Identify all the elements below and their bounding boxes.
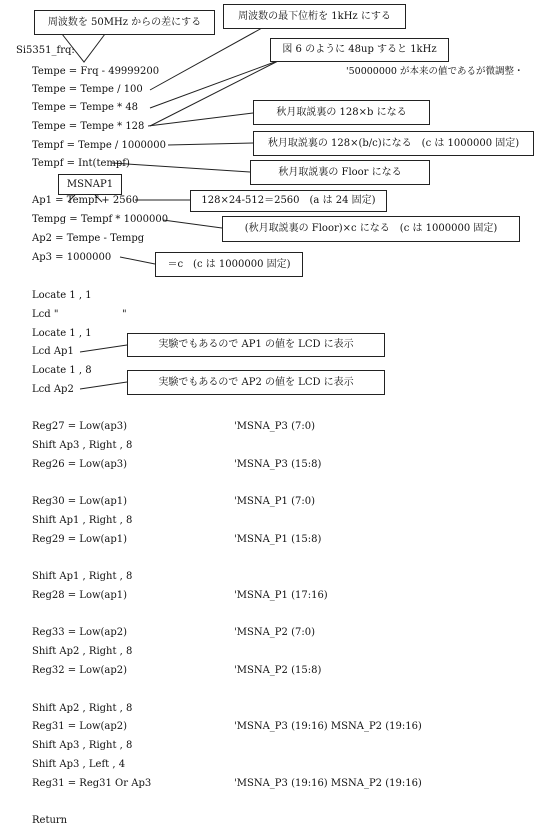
code-line: Locate 1 , 8 <box>32 365 92 376</box>
code-line: Ap1 = Tempf + 2560 <box>32 195 139 206</box>
callout-128b: 秋月取説裏の 128×b になる <box>253 100 430 125</box>
callout-lowest-digit-1khz: 周波数の最下位桁を 1kHz にする <box>223 4 406 29</box>
callout-frequency-difference: 周波数を 50MHz からの差にする <box>34 10 215 35</box>
callout-48up-1khz: 図 6 のように 48up すると 1kHz <box>270 38 449 62</box>
comment-50000000-note: '50000000 が本来の値であるが微調整・ <box>346 66 524 77</box>
code-line: Reg31 = Reg31 Or Ap3 <box>32 778 152 789</box>
code-line: Shift Ap3 , Left , 4 <box>32 759 126 770</box>
callout-line-floor <box>112 163 250 172</box>
code-line: Reg30 = Low(ap1) <box>32 496 128 507</box>
code-line: Ap3 = 1000000 <box>32 252 112 263</box>
code-line: Shift Ap3 , Right , 8 <box>32 440 133 451</box>
callout-line-ap2 <box>80 382 127 389</box>
code-comment: 'MSNA_P1 (7:0) <box>234 496 315 507</box>
code-line: Lcd Ap1 <box>32 346 74 357</box>
code-line: Reg33 = Low(ap2) <box>32 627 128 638</box>
code-comment: 'MSNA_P2 (15:8) <box>234 665 322 676</box>
callout-ap1-lcd: 実験でもあるので AP1 の値を LCD に表示 <box>127 333 385 357</box>
label-si5351-frq: Si5351_frq: <box>16 45 75 56</box>
callout-floor-times-c: (秋月取説裏の Floor)×c になる (c は 1000000 固定) <box>222 216 520 242</box>
code-line: Shift Ap2 , Right , 8 <box>32 703 133 714</box>
code-line: Tempe = Tempe * 48 <box>32 102 139 113</box>
callout-line-ap1 <box>80 345 127 352</box>
code-line: Tempf = Int(tempf) <box>32 158 130 169</box>
code-comment: 'MSNA_P3 (19:16) MSNA_P2 (19:16) <box>234 721 422 732</box>
callout-equals-c: ＝c (c は 1000000 固定) <box>155 252 303 277</box>
code-comment: 'MSNA_P2 (7:0) <box>234 627 315 638</box>
code-line-return: Return <box>32 815 68 826</box>
code-line: Tempe = Tempe / 100 <box>32 84 143 95</box>
callout-line-128bc <box>168 143 253 145</box>
code-line: Shift Ap3 , Right , 8 <box>32 740 133 751</box>
code-comment: 'MSNA_P1 (17:16) <box>234 590 328 601</box>
callout-floor: 秋月取説裏の Floor になる <box>250 160 430 185</box>
code-comment: 'MSNA_P3 (7:0) <box>234 421 315 432</box>
code-line: Locate 1 , 1 <box>32 290 92 301</box>
callout-line-lowest-digit <box>150 28 262 90</box>
callout-line-c <box>120 257 155 264</box>
code-line: Shift Ap1 , Right , 8 <box>32 571 133 582</box>
code-line: Locate 1 , 1 <box>32 328 92 339</box>
code-line: Lcd Ap2 <box>32 384 74 395</box>
code-line: Tempf = Tempe / 1000000 <box>32 140 167 151</box>
code-line: Reg28 = Low(ap1) <box>32 590 128 601</box>
callout-msnap1: MSNAP1 <box>58 174 122 195</box>
code-line: Ap2 = Tempe - Tempg <box>32 233 145 244</box>
callout-2560: 128×24-512＝2560 (a は 24 固定) <box>190 190 387 212</box>
code-comment: 'MSNA_P3 (15:8) <box>234 459 322 470</box>
code-line: Shift Ap1 , Right , 8 <box>32 515 133 526</box>
code-line: Tempg = Tempf * 1000000 <box>32 214 169 225</box>
code-line: Reg31 = Low(ap2) <box>32 721 128 732</box>
code-line: Lcd " " <box>32 309 127 320</box>
callout-line-floor-c <box>163 220 222 228</box>
code-line: Tempe = Tempe * 128 <box>32 121 145 132</box>
callout-128b-over-c: 秋月取説裏の 128×(b/c)になる (c は 1000000 固定) <box>253 131 534 156</box>
code-comment: 'MSNA_P1 (15:8) <box>234 534 322 545</box>
code-line: Reg26 = Low(ap3) <box>32 459 128 470</box>
code-line: Reg32 = Low(ap2) <box>32 665 128 676</box>
code-line: Tempe = Frq - 49999200 <box>32 66 160 77</box>
code-comment: 'MSNA_P3 (19:16) MSNA_P2 (19:16) <box>234 778 422 789</box>
callout-ap2-lcd: 実験でもあるので AP2 の値を LCD に表示 <box>127 370 385 395</box>
code-line: Shift Ap2 , Right , 8 <box>32 646 133 657</box>
code-line: Reg27 = Low(ap3) <box>32 421 128 432</box>
code-line: Reg29 = Low(ap1) <box>32 534 128 545</box>
